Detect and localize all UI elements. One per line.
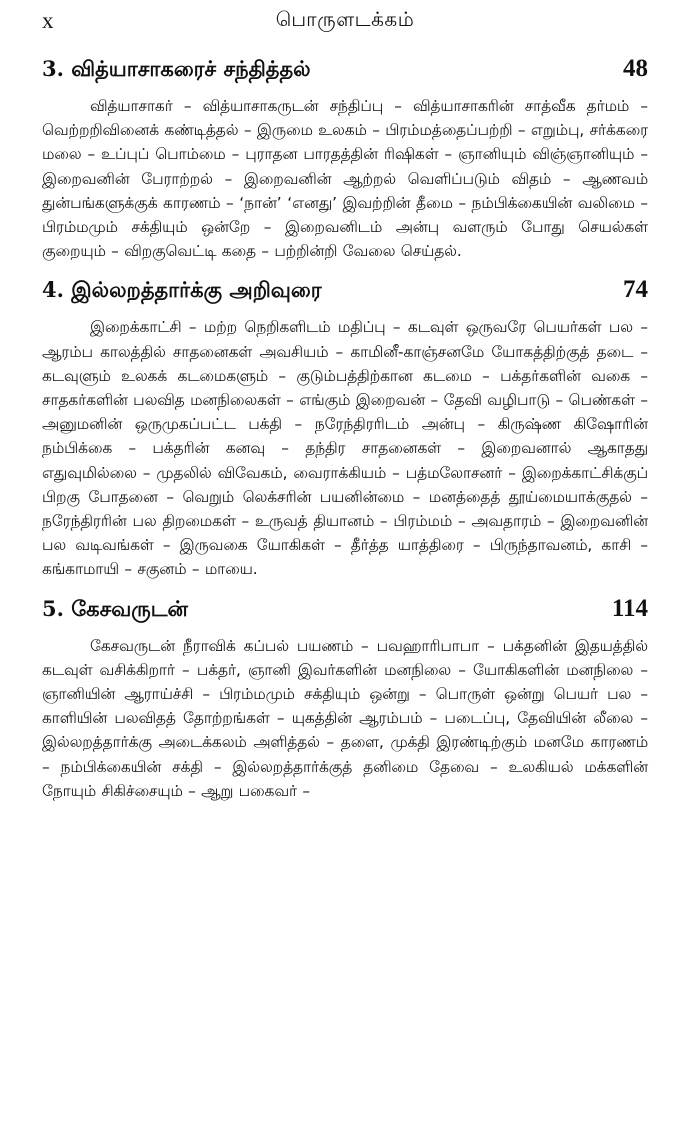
toc-section (42, 275, 648, 581)
section-summary: கேசவருடன் நீராவிக் கப்பல் பயணம் – பவஹாரிபாபா – பக்தனின் இதயத்தில் கடவுள் வசிக்கிறார் – பக்தர், ஞானி இவர்களின் மனநிலை – யோகிகளின் மனநிலை – ஞானியின் ஆராய்ச்சி – பிரம்மமும் சக்தியும் ஒன்று – பொருள் ஒன்று பெயர் பல – காளியின் பலவிதத் தோற்றங்கள் – யுகத்தின் ஆரம்பம் – படைப்பு, தேவியின் லீலை – இல்லறத்தார்க்கு அடைக்கலம் அளித்தல் – தளை, முக்தி இரண்டிற்கும் மனமே காரணம் – நம்பிக்கையின் சக்தி – இல்லறத்தார்க்குத் தனிமை தேவை – உலகியல் மக்களின் நோயும் சிகிச்சையும் – ஆறு பகைவர் – (42, 636, 648, 800)
section-page-number: 48 (623, 55, 648, 82)
section-summary: இறைக்காட்சி – மற்ற நெறிகளிடம் மதிப்பு – கடவுள் ஒருவரே பெயர்கள் பல – ஆரம்ப காலத்தில் சாதனைகள் அவசியம் – காமினீ-காஞ்சனமே யோகத்திற்குத் தடை – கடவுளும் உலகக் கடமைகளும் – குடும்பத்திற்கான கடமை – பக்தர்களின் வகை – சாதகர்களின் பலவித மனநிலைகள் – எங்கும் இறைவன் – தேவி வழிபாடு – பெண்கள் – அனுமனின் ஒருமுகப்பட்ட பக்தி – நரேந்திரரிடம் அன்பு – கிருஷ்ண கிஷோரின் நம்பிக்கை – பக்தரின் கனவு – தந்திர சாதனைகள் – இறைவனால் ஆகாதது எதுவுமில்லை – முதலில் விவேகம், வைராக்கியம் – பத்மலோசனர் – இறைக்காட்சிக்குப் பிறகு போதனை – வெறும் லெக்சரின் பயனின்மை – மனத்தைத் தூய்மையாக்குதல் – நரேந்திரரின் பல திறமைகள் – உருவத் தியானம் – பிரம்மம் – அவதாரம் – இறைவனின் பல வடிவங்கள் – இருவகை யோகிகள் – தீர்த்த யாத்திரை – பிருந்தாவனம், காசி – கங்காமாயி – சகுனம் – மாயை. (42, 318, 648, 579)
toc-section-heading (42, 275, 648, 305)
running-header (42, 0, 648, 40)
section-page-number: 114 (611, 594, 648, 622)
toc-section-heading (42, 54, 648, 84)
section-title: 4. இல்லறத்தார்க்கு அறிவுரை (42, 277, 322, 303)
toc-section-heading (42, 594, 648, 624)
section-summary: வித்யாசாகர் – வித்யாசாகருடன் சந்திப்பு – வித்யாசாகரின் சாத்வீக தர்மம் – வெற்றறிவினைக் கண்டித்தல் – இருமை உலகம் – பிரம்மத்தைப்பற்றி – எறும்பு, சர்க்கரை மலை – உப்புப் பொம்மை – புராதன பாரதத்தின் ரிஷிகள் – ஞானியும் விஞ்ஞானியும் – இறைவனின் பேராற்றல் – இறைவனின் ஆற்றல் வெளிப்படும் விதம் – ஆணவம் துன்பங்களுக்குக் காரணம் – ‘நான்’ ‘எனது’ இவற்றின் தீமை – நம்பிக்கையின் வலிமை – பிரம்மமும் சக்தியும் ஒன்றே – இறைவனிடம் அன்பு வளரும் போது செயல்கள் குறையும் – விறகுவெட்டி கதை – பற்றின்றி வேலை செய்தல். (42, 97, 648, 261)
running-title: பொருளடக்கம் (275, 7, 415, 31)
toc-section (42, 594, 648, 803)
section-page-number: 74 (623, 276, 648, 304)
section-title: 3. வித்யாசாகரைச் சந்தித்தல் (42, 56, 311, 81)
toc-section (42, 54, 648, 263)
page-number: x (42, 8, 54, 33)
document-page (42, 0, 648, 803)
section-title: 5. கேசவருடன் (42, 595, 188, 621)
